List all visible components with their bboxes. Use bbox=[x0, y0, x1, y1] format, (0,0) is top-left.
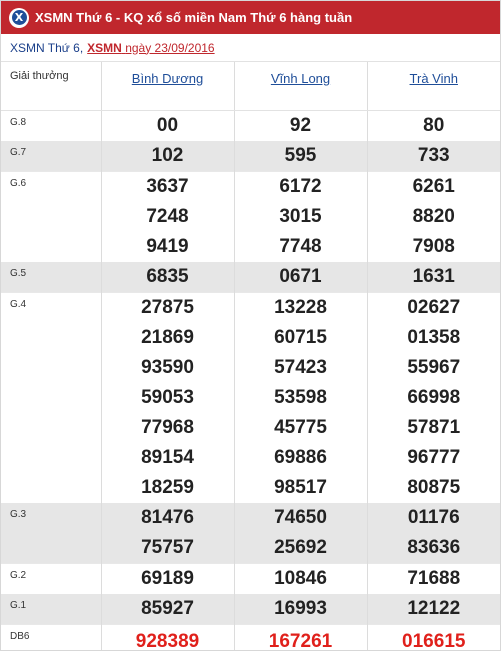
prize-number: 00 bbox=[156, 114, 179, 136]
prize-cell bbox=[101, 503, 234, 564]
prize-number: 89154 bbox=[141, 446, 194, 468]
prize-number: 57423 bbox=[274, 356, 327, 378]
prize-label: G.4 bbox=[1, 292, 101, 503]
prize-number: 7748 bbox=[279, 235, 322, 257]
special-prize-number: 016615 bbox=[402, 630, 466, 651]
prize-cell bbox=[101, 262, 234, 293]
prize-cell bbox=[234, 262, 367, 293]
prize-number: 69886 bbox=[274, 446, 327, 468]
prize-number: 98517 bbox=[274, 476, 327, 498]
prize-label: G.6 bbox=[1, 171, 101, 262]
prize-number: 3637 bbox=[146, 175, 189, 197]
prize-number: 10846 bbox=[274, 567, 327, 589]
prize-cell bbox=[367, 594, 500, 625]
prize-label: G.8 bbox=[1, 110, 101, 141]
table-row bbox=[1, 262, 500, 293]
prize-number: 92 bbox=[289, 114, 312, 136]
prize-number: 21869 bbox=[141, 326, 194, 348]
prize-number: 7248 bbox=[146, 205, 189, 227]
province-header bbox=[234, 62, 367, 110]
table-row bbox=[1, 141, 500, 172]
table-row bbox=[1, 503, 500, 564]
province-link[interactable]: Trà Vinh bbox=[409, 71, 458, 86]
table-header-row bbox=[1, 62, 500, 110]
prize-label: G.5 bbox=[1, 262, 101, 293]
prize-number: 96777 bbox=[407, 446, 461, 468]
prize-cell bbox=[101, 292, 234, 503]
prize-cell bbox=[367, 110, 500, 141]
prize-number: 3015 bbox=[279, 205, 322, 227]
table-row bbox=[1, 292, 500, 503]
prize-number: 77968 bbox=[141, 416, 194, 438]
prize-number: 595 bbox=[284, 144, 317, 166]
table-row bbox=[1, 624, 500, 651]
results-table bbox=[1, 62, 500, 651]
prize-label: G.7 bbox=[1, 141, 101, 172]
panel-header bbox=[1, 1, 500, 34]
prize-number: 01176 bbox=[407, 506, 460, 528]
prize-column-header: Giải thưởng bbox=[1, 62, 101, 110]
prize-number: 75757 bbox=[141, 536, 194, 558]
prize-label: G.2 bbox=[1, 563, 101, 594]
prize-number: 1631 bbox=[412, 265, 455, 287]
province-header bbox=[367, 62, 500, 110]
prize-number: 16993 bbox=[274, 597, 327, 619]
prize-label: G.1 bbox=[1, 594, 101, 625]
prize-number: 25692 bbox=[274, 536, 327, 558]
prize-number: 18259 bbox=[141, 476, 194, 498]
prize-cell bbox=[101, 171, 234, 262]
special-prize-cell bbox=[101, 624, 234, 651]
prize-number: 02627 bbox=[407, 296, 461, 318]
prize-cell bbox=[234, 292, 367, 503]
prize-number: 01358 bbox=[407, 326, 461, 348]
special-prize-cell bbox=[367, 624, 500, 651]
prize-cell bbox=[234, 503, 367, 564]
prize-cell bbox=[101, 141, 234, 172]
prize-cell bbox=[101, 594, 234, 625]
prize-number: 71688 bbox=[407, 567, 461, 589]
prize-cell bbox=[367, 503, 500, 564]
prize-number: 102 bbox=[151, 144, 184, 166]
prize-number: 12122 bbox=[407, 597, 461, 619]
prize-number: 6261 bbox=[412, 175, 455, 197]
prize-number: 9419 bbox=[146, 235, 189, 257]
table-row bbox=[1, 171, 500, 262]
special-prize-number: 928389 bbox=[135, 630, 200, 651]
prize-number: 6835 bbox=[146, 265, 189, 287]
prize-number: 7908 bbox=[412, 235, 455, 257]
prize-number: 13228 bbox=[274, 296, 327, 318]
prize-number: 57871 bbox=[407, 416, 461, 438]
prize-cell bbox=[367, 292, 500, 503]
prize-number: 80 bbox=[423, 114, 445, 136]
prize-cell bbox=[101, 563, 234, 594]
date-link-date: ngày 23/09/2016 bbox=[125, 40, 215, 55]
prize-label: DB6 bbox=[1, 624, 101, 651]
prize-cell bbox=[234, 171, 367, 262]
prize-cell bbox=[367, 262, 500, 293]
province-link[interactable]: Bình Dương bbox=[131, 71, 204, 86]
prize-number: 69189 bbox=[141, 567, 194, 589]
prize-cell bbox=[234, 110, 367, 141]
prize-number: 83636 bbox=[407, 536, 461, 558]
prize-cell bbox=[101, 110, 234, 141]
prize-cell bbox=[234, 594, 367, 625]
prize-cell bbox=[367, 563, 500, 594]
prize-number: 6172 bbox=[279, 175, 322, 197]
prize-number: 60715 bbox=[274, 326, 327, 348]
prize-number: 55967 bbox=[407, 356, 461, 378]
province-header bbox=[101, 62, 234, 110]
prize-number: 66998 bbox=[407, 386, 461, 408]
prize-number: 59053 bbox=[141, 386, 194, 408]
prize-cell bbox=[367, 171, 500, 262]
province-link[interactable]: Vĩnh Long bbox=[270, 71, 331, 86]
prize-number: 0671 bbox=[279, 265, 322, 287]
table-row bbox=[1, 563, 500, 594]
prize-number: 93590 bbox=[141, 356, 194, 378]
logo-icon bbox=[9, 8, 29, 28]
special-prize-cell bbox=[234, 624, 367, 651]
prize-cell bbox=[367, 141, 500, 172]
table-row bbox=[1, 594, 500, 625]
prize-number: 53598 bbox=[274, 386, 327, 408]
prize-number: 74650 bbox=[274, 506, 327, 528]
prize-number: 8820 bbox=[412, 205, 455, 227]
prize-number: 80875 bbox=[407, 476, 461, 498]
date-link-label: XSMN bbox=[87, 40, 122, 55]
prize-number: 733 bbox=[417, 144, 450, 166]
panel-title: XSMN Thứ 6 - KQ xổ số miền Nam Thứ 6 hàng tuần bbox=[35, 10, 353, 25]
prize-number: 27875 bbox=[141, 296, 194, 318]
prize-number: 85927 bbox=[141, 597, 194, 619]
special-prize-number: 167261 bbox=[268, 630, 333, 651]
prize-cell bbox=[234, 563, 367, 594]
result-date-bar bbox=[1, 34, 500, 62]
subhead-prefix: XSMN Thứ 6, bbox=[10, 40, 84, 55]
logo-glyph: X bbox=[12, 10, 27, 25]
date-link[interactable] bbox=[87, 41, 214, 55]
prize-label: G.3 bbox=[1, 503, 101, 564]
table-row bbox=[1, 110, 500, 141]
prize-number: 45775 bbox=[274, 416, 327, 438]
prize-number: 81476 bbox=[141, 506, 194, 528]
prize-cell bbox=[234, 141, 367, 172]
